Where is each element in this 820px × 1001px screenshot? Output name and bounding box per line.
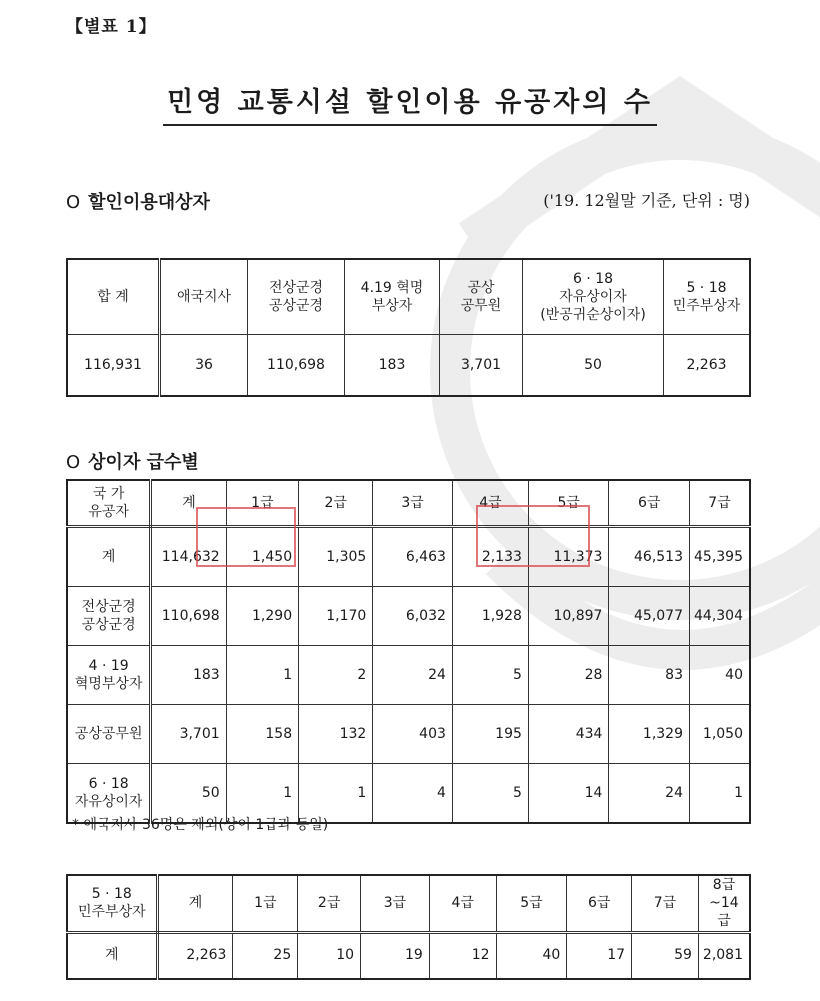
grade-header: 6급 xyxy=(567,875,632,932)
value-cell: 28 xyxy=(528,646,609,705)
header-patriot xyxy=(160,259,248,335)
value-cell: 6,463 xyxy=(373,527,453,587)
header-618 xyxy=(523,259,664,335)
table-row xyxy=(67,587,750,646)
header-war-injured xyxy=(248,259,345,335)
value-cell: 50 xyxy=(523,335,664,397)
grade-header: 7급 xyxy=(632,875,699,932)
value-cell: 2,263 xyxy=(157,932,233,979)
value-cell: 3,701 xyxy=(440,335,523,397)
value-cell: 50 xyxy=(151,764,226,824)
value-cell: 17 xyxy=(567,932,632,979)
header-text: 공무원 xyxy=(460,298,502,314)
grade-header: 1급 xyxy=(233,875,298,932)
value-cell: 114,632 xyxy=(151,527,226,587)
value-cell: 83 xyxy=(609,646,690,705)
grade-header: 3급 xyxy=(373,480,453,527)
grade-header: 5급 xyxy=(496,875,567,932)
value-cell: 46,513 xyxy=(609,527,690,587)
corner-cell xyxy=(67,875,157,932)
header-419 xyxy=(345,259,440,335)
table-row xyxy=(67,705,750,764)
corner-cell xyxy=(67,480,151,527)
grade-header: 3급 xyxy=(361,875,430,932)
header-text: 5 · 18 xyxy=(686,279,727,296)
grade-header: 계 xyxy=(157,875,233,932)
value-cell: 12 xyxy=(429,932,496,979)
value-cell: 1 xyxy=(226,646,298,705)
page-title-text: 민영 교통시설 할인이용 유공자의 수 xyxy=(163,87,657,126)
value-cell: 183 xyxy=(151,646,226,705)
value-cell: 2 xyxy=(299,646,373,705)
header-text: 전상군경 xyxy=(268,279,324,296)
value-cell: 1,050 xyxy=(690,705,751,764)
section-bullet: O xyxy=(66,192,81,213)
grade-header: 2급 xyxy=(298,875,361,932)
518-header-row xyxy=(67,875,750,932)
page-title xyxy=(0,80,820,119)
value-cell: 59 xyxy=(632,932,699,979)
grades-header-row xyxy=(67,480,750,527)
grade-header: 4급 xyxy=(429,875,496,932)
value-cell: 110,698 xyxy=(151,587,226,646)
value-cell: 10,897 xyxy=(528,587,609,646)
corner-text: 유공자 xyxy=(88,504,129,520)
value-cell: 4 xyxy=(373,764,453,824)
red-seal-stamp xyxy=(196,507,296,567)
grade-header: 1급 xyxy=(226,480,298,527)
value-cell: 1 xyxy=(690,764,751,824)
corner-text: 5 · 18 xyxy=(91,886,132,903)
value-cell: 1,305 xyxy=(299,527,373,587)
row-label-text: 6 · 18 xyxy=(88,775,129,792)
table-row xyxy=(67,527,750,587)
row-label: 공상공무원 xyxy=(67,705,151,764)
value-cell: 1,170 xyxy=(299,587,373,646)
grade-header: 8급~14급 xyxy=(698,875,750,932)
row-label-text: 전상군경 xyxy=(81,598,136,615)
row-label-text: 자유상이자 xyxy=(74,794,143,810)
targets-table xyxy=(66,258,751,397)
value-cell: 1 xyxy=(226,764,298,824)
value-cell: 6,032 xyxy=(373,587,453,646)
value-cell: 24 xyxy=(373,646,453,705)
header-text: 6 · 18 xyxy=(572,270,614,287)
row-label-text: 혁명부상자 xyxy=(74,676,143,692)
row-label: 계 xyxy=(67,527,151,587)
header-text: 합 계 xyxy=(97,288,129,305)
header-text: 부상자 xyxy=(371,298,413,314)
value-cell: 110,698 xyxy=(248,335,345,397)
value-cell: 11,373 xyxy=(528,527,609,587)
section-heading-grades xyxy=(66,448,199,474)
header-text: 공상 xyxy=(467,279,495,296)
corner-text: 민주부상자 xyxy=(78,904,146,921)
corner-text: 국 가 xyxy=(92,485,125,502)
value-cell: 1,290 xyxy=(226,587,298,646)
section-heading-text: 할인이용대상자 xyxy=(88,192,210,213)
grade-header: 7급 xyxy=(690,480,751,527)
red-seal-stamp xyxy=(476,505,590,567)
header-text: 민주부상자 xyxy=(672,298,741,314)
grade-header: 4급 xyxy=(452,480,528,527)
value-cell: 40 xyxy=(690,646,751,705)
value-cell: 45,395 xyxy=(690,527,751,587)
header-public-servant xyxy=(440,259,523,335)
value-cell: 2,081 xyxy=(698,932,750,979)
value-cell: 24 xyxy=(609,764,690,824)
header-text: 애국지사 xyxy=(176,288,232,305)
document-label: 【별표 1】 xyxy=(66,17,157,37)
section-bullet: O xyxy=(66,452,81,473)
basis-note: ('19. 12월말 기준, 단위 : 명) xyxy=(543,191,750,210)
value-cell: 403 xyxy=(373,705,453,764)
value-cell: 116,931 xyxy=(67,335,160,397)
value-cell: 1,450 xyxy=(226,527,298,587)
targets-header-row xyxy=(67,259,750,335)
value-cell: 434 xyxy=(528,705,609,764)
value-cell: 25 xyxy=(233,932,298,979)
header-total xyxy=(67,259,160,335)
row-label: 계 xyxy=(67,932,157,979)
value-cell: 3,701 xyxy=(151,705,226,764)
value-cell: 5 xyxy=(452,646,528,705)
value-cell: 183 xyxy=(345,335,440,397)
header-text: 공상군경 xyxy=(268,298,324,314)
value-cell: 1,928 xyxy=(452,587,528,646)
targets-value-row xyxy=(67,335,750,397)
value-cell: 2,133 xyxy=(452,527,528,587)
value-cell: 132 xyxy=(299,705,373,764)
value-cell: 5 xyxy=(452,764,528,824)
header-text: 자유상이자 xyxy=(559,288,627,305)
value-cell: 14 xyxy=(528,764,609,824)
header-text: 4.19 혁명 xyxy=(360,279,424,296)
grade-header: 2급 xyxy=(299,480,373,527)
value-cell: 19 xyxy=(361,932,430,979)
value-cell: 2,263 xyxy=(664,335,751,397)
value-cell: 10 xyxy=(298,932,361,979)
value-cell: 36 xyxy=(160,335,248,397)
value-cell: 44,304 xyxy=(690,587,751,646)
row-label-text: 4 · 19 xyxy=(88,657,129,674)
header-518 xyxy=(664,259,751,335)
grade-header: 5급 xyxy=(528,480,609,527)
grades-table xyxy=(66,479,751,824)
row-label xyxy=(67,587,151,646)
table-row xyxy=(67,932,750,979)
value-cell: 40 xyxy=(496,932,567,979)
row-label-text: 공상군경 xyxy=(81,617,136,633)
grade-header: 계 xyxy=(151,480,226,527)
value-cell: 1 xyxy=(299,764,373,824)
value-cell: 1,329 xyxy=(609,705,690,764)
value-cell: 45,077 xyxy=(609,587,690,646)
row-label xyxy=(67,646,151,705)
grade-header: 6급 xyxy=(609,480,690,527)
value-cell: 195 xyxy=(452,705,528,764)
section-heading-targets xyxy=(66,188,210,214)
value-cell: 158 xyxy=(226,705,298,764)
footnote: * 애국지사 36명은 제외(상이 1급과 동일) xyxy=(72,817,329,833)
section-heading-text: 상이자 급수별 xyxy=(88,452,199,473)
header-text: (반공귀순상이자) xyxy=(540,307,646,324)
table-row xyxy=(67,646,750,705)
518-grades-table xyxy=(66,874,751,980)
